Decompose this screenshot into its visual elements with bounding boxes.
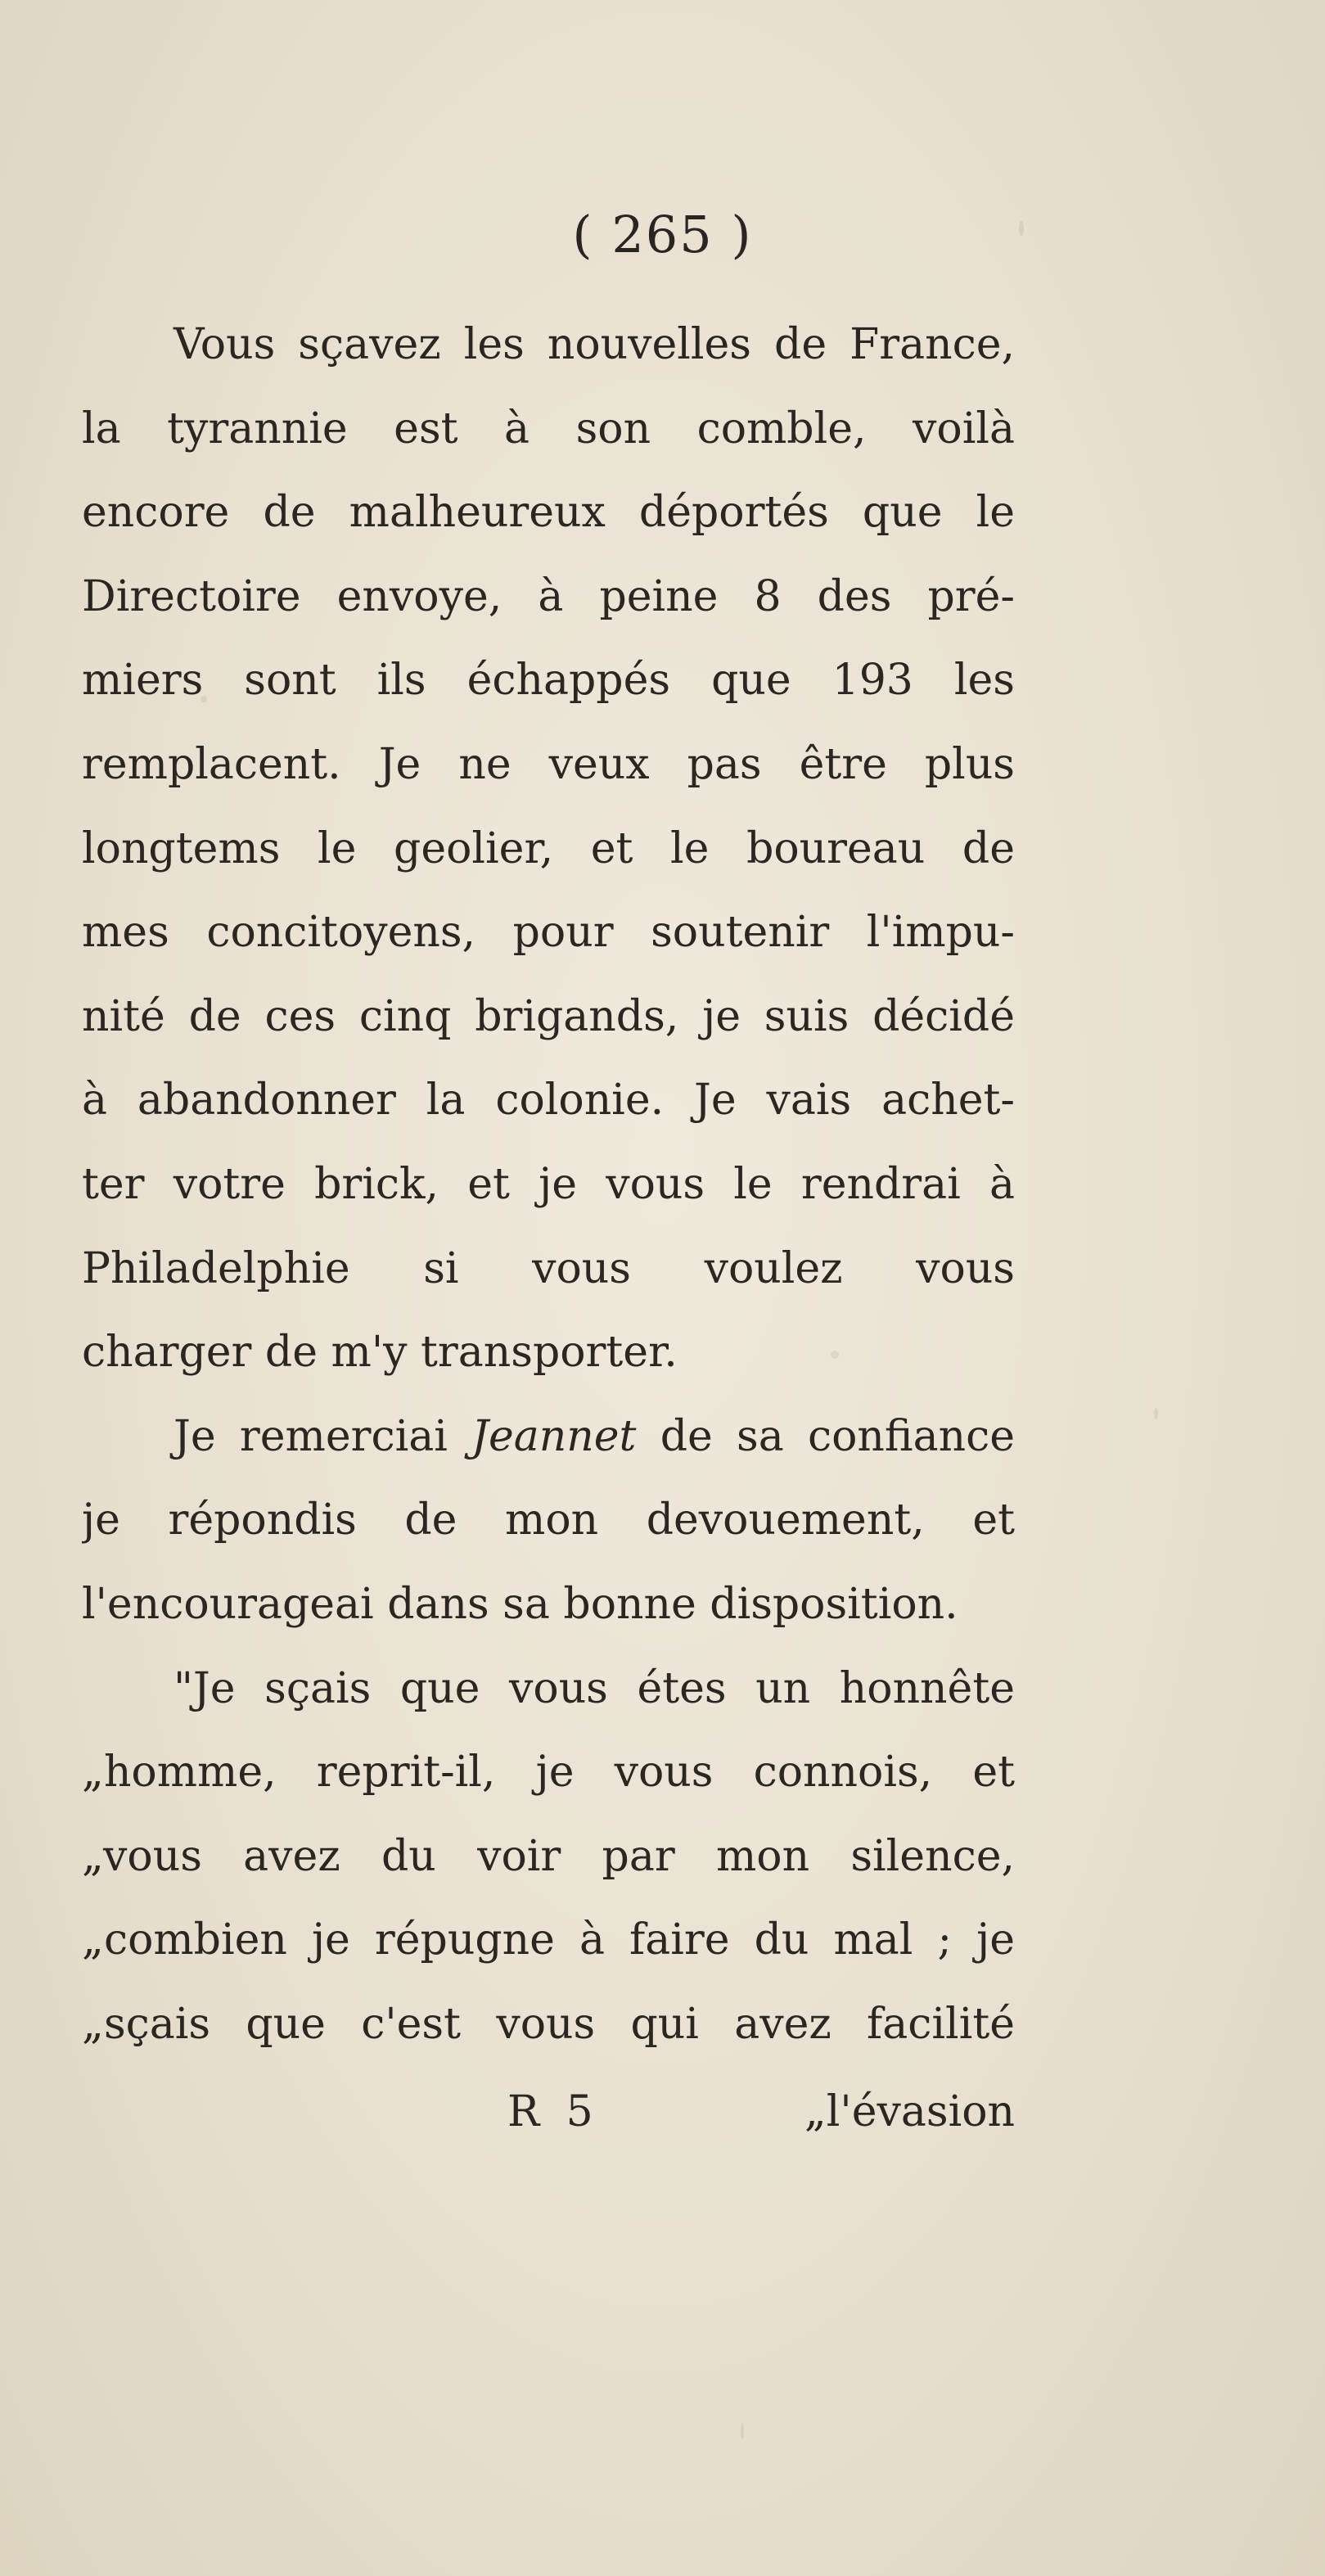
text-line: charger de m'y transporter.	[82, 1328, 678, 1378]
text-line: remplacent. Je ne veux pas être plus	[82, 739, 1015, 789]
text-run: Je remerciai	[174, 1411, 448, 1461]
text-line: Philadelphie si vous voulez vous	[82, 1243, 1015, 1293]
catchword: „l'évasion	[804, 2087, 1015, 2136]
text-line: longtems le geolier, et le boureau de	[82, 823, 1015, 873]
text-line: la tyrannie est à son comble, voilà	[82, 404, 1015, 453]
text-line: „combien je répugne à faire du mal ; je	[82, 1915, 1015, 1965]
text-line: „homme, reprit-il, je vous connois, et	[82, 1748, 1015, 1798]
paper-speck	[1154, 1408, 1158, 1419]
text-line: je répondis de mon devouement, et	[82, 1496, 1015, 1545]
paragraph-3	[82, 1647, 1015, 2067]
text-line: l'encourageai dans sa bonne disposition.	[82, 1579, 958, 1629]
page-number-header: ( 265 )	[572, 205, 753, 264]
paragraph-1	[82, 303, 1015, 1395]
text-line: ter votre brick, et je vous le rendrai à	[82, 1159, 1015, 1209]
text-line: miers sont ils échappés que 193 les	[82, 656, 1015, 706]
text-line-with-name	[82, 1395, 1015, 1479]
text-line: à abandonner la colonie. Je vais achet-	[82, 1076, 1015, 1126]
text-line: „sçais que c'est vous qui avez facilité	[82, 1999, 1015, 2049]
paragraph-2	[82, 1395, 1015, 1647]
text-line: "Je sçais que vous étes un honnête	[174, 1663, 1015, 1713]
text-line: nité de ces cinq brigands, je suis décidé	[82, 991, 1015, 1041]
page-footer	[82, 2087, 1015, 2153]
text-run: de sa confiance	[660, 1411, 1015, 1461]
paper-speck	[741, 2423, 744, 2439]
proper-name-italic: Jeannet	[471, 1411, 637, 1461]
text-line: encore de malheureux déportés que le	[82, 488, 1015, 538]
text-line: Vous sçavez les nouvelles de France,	[174, 320, 1015, 369]
text-line: Directoire envoye, à peine 8 des pré-	[82, 571, 1015, 621]
signature-mark: R 5	[507, 2087, 600, 2136]
body-text	[82, 303, 1015, 2066]
text-line: mes concitoyens, pour soutenir l'impu-	[82, 908, 1015, 958]
text-line: „vous avez du voir par mon silence,	[82, 1831, 1015, 1881]
